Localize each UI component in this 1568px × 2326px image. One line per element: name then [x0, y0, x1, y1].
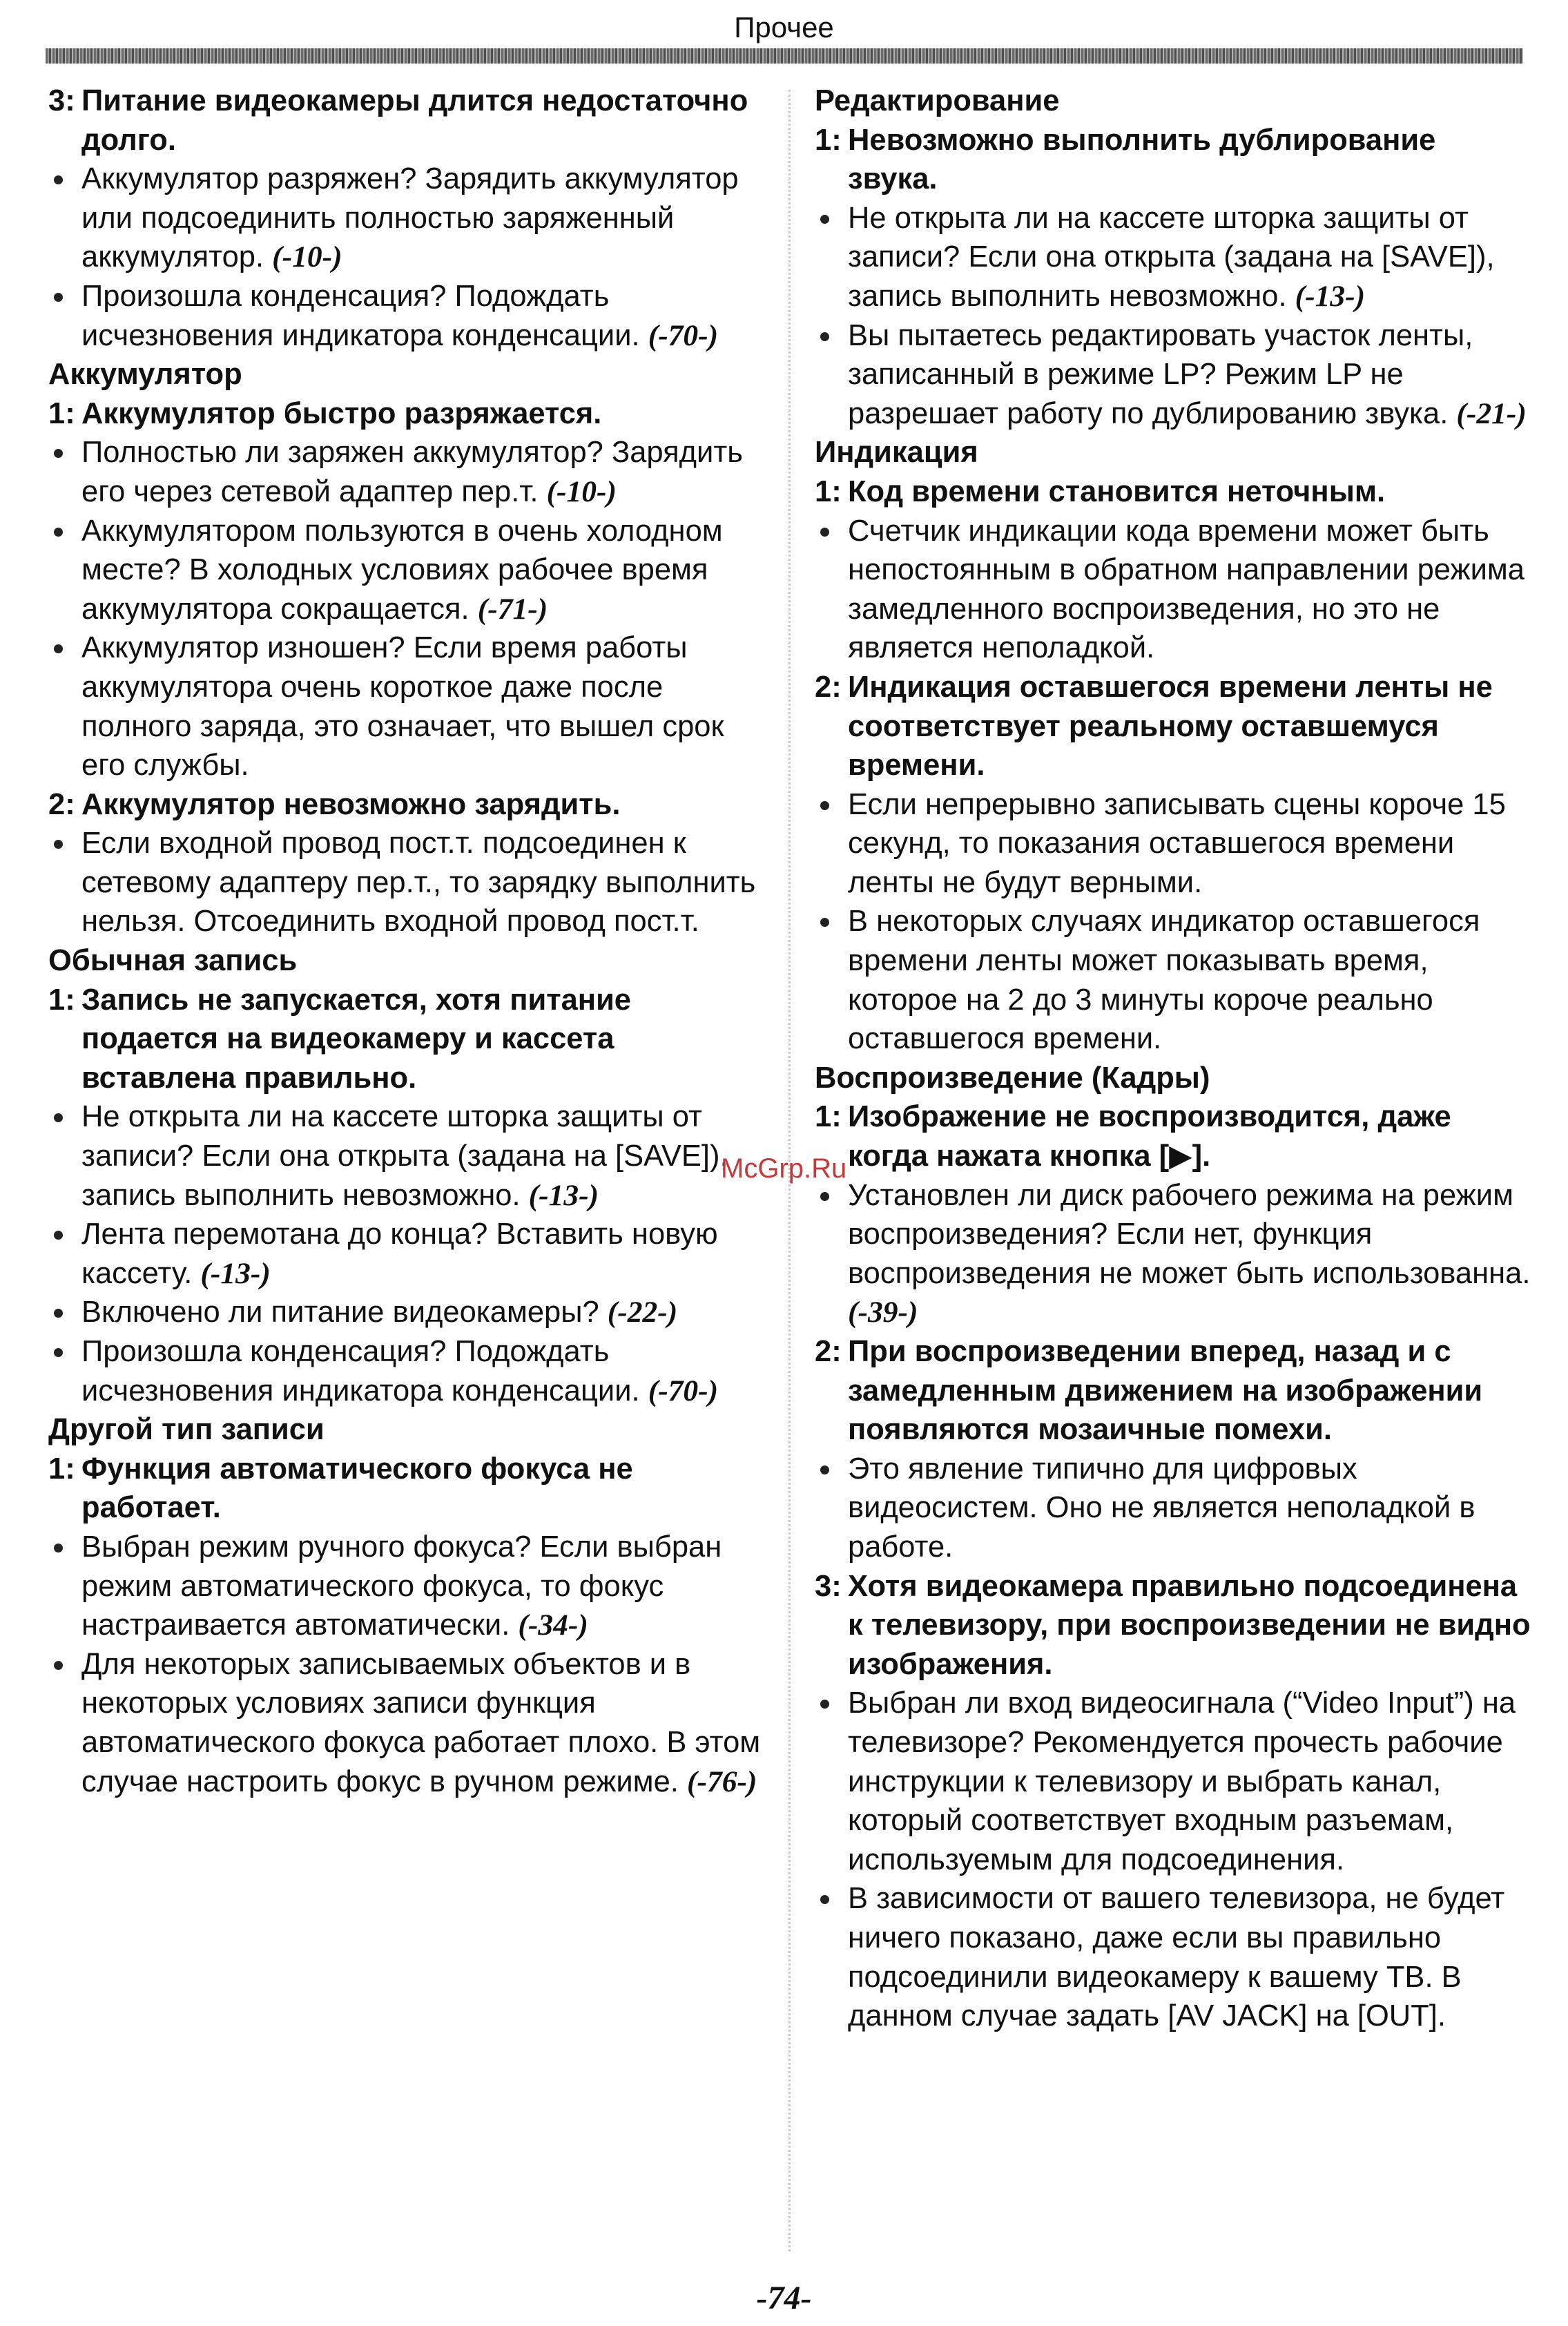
bullet-text: Не открыта ли на кассете шторка защиты от записи? Если она открыта (задана на [SAVE]), запись выполнить невозможно. [81, 1100, 728, 1212]
section-title: Обычная запись [48, 944, 298, 978]
bullet-item [48, 628, 766, 785]
problem-number: 3: [815, 1569, 842, 1603]
problem-number: 2: [48, 787, 75, 821]
page-reference: (-34-) [518, 1608, 588, 1642]
problem-text: При воспроизведении вперед, назад и с замедленным движением на изображении появляются мозаичные помехи. [848, 1335, 1483, 1447]
problem-number: 1: [815, 474, 842, 508]
problem-text: Невозможно выполнить дублирование звука. [848, 123, 1436, 196]
problem-heading [48, 785, 766, 825]
bullet-item [48, 512, 766, 629]
bullet-text: Произошла конденсация? Подождать исчезновения индикатора конденсации. [81, 1335, 640, 1407]
page-reference: (-70-) [648, 1374, 719, 1407]
problem-number: 1: [48, 396, 75, 430]
section-title: Редактирование [815, 84, 1060, 117]
page-reference: (-39-) [848, 1296, 918, 1329]
problem-heading [815, 121, 1533, 199]
problem-text: Аккумулятор невозможно зарядить. [81, 787, 621, 821]
section-title: Другой тип записи [48, 1413, 325, 1447]
problem-text: Аккумулятор быстро разряжается. [81, 396, 602, 430]
problem-heading [815, 1567, 1533, 1684]
bullet-item [815, 902, 1533, 1058]
bullet-text: Если входной провод пост.т. подсоединен к сетевому адаптеру пер.т., то зарядку выполнить нельзя. Отсоединить входной провод пост.т. [81, 827, 756, 939]
page-header-title: Прочее [734, 11, 834, 44]
bullet-text: Счетчик индикации кода времени может быть непостоянным в обратном направлении режима замедленного воспроизведения, но это не является неполадкой. [848, 514, 1525, 665]
bullet-item [48, 1528, 766, 1645]
page-reference: (-10-) [272, 240, 342, 274]
problem-text: Код времени становится неточным. [848, 474, 1386, 508]
problem-number: 2: [815, 670, 842, 704]
problem-number: 1: [48, 983, 75, 1017]
section-title: Индикация [815, 436, 978, 470]
page-reference: (-70-) [648, 318, 719, 352]
bullet-item [815, 1176, 1533, 1332]
problem-text: Питание видеокамеры длится недостаточно долго. [81, 84, 748, 157]
bullet-item [48, 1097, 766, 1215]
bullet-text: Это явление типично для цифровых видеосистем. Оно не является неполадкой в работе. [848, 1452, 1475, 1564]
bullet-text: Аккумулятор изношен? Если время работы аккумулятора очень короткое даже после полного заряда, это означает, что вышел срок его службы. [81, 631, 724, 782]
problem-text: Индикация оставшегося времени ленты не соответствует реальному оставшемуся времени. [848, 670, 1493, 782]
bullet-item [48, 433, 766, 511]
bullet-text: Для некоторых записываемых объектов и в некоторых условиях записи функция автоматического фокуса работает плохо. В этом случае настроить фокус в ручном режиме. [81, 1647, 761, 1798]
bullet-text: Выбран режим ручного фокуса? Если выбран режим автоматического фокуса, то фокус настраивается автоматически. [81, 1530, 722, 1642]
problem-text: Функция автоматического фокуса не работает. [81, 1452, 633, 1525]
bullet-item [48, 1645, 766, 1801]
problem-number: 2: [815, 1335, 842, 1368]
page-reference: (-10-) [546, 474, 617, 508]
bullet-text: Выбран ли вход видеосигнала (“Video Input”) на телевизоре? Рекомендуется прочесть рабочие инструкции к телевизору и выбрать канал, который соответствует входным разъемам, используемым для подсоединения. [848, 1686, 1516, 1876]
page-reference: (-13-) [200, 1256, 271, 1290]
bullet-text: Вы пытаетесь редактировать участок ленты, записанный в режиме LP? Режим LP не разрешает работу по дублированию звука. [848, 318, 1473, 430]
bullet-item [48, 1293, 766, 1332]
bullet-text: В некоторых случаях индикатор оставшегося времени ленты может показывать время, которое на 2 до 3 минуты короче реально оставшегося времени. [848, 905, 1480, 1056]
bullet-text: Произошла конденсация? Подождать исчезновения индикатора конденсации. [81, 279, 640, 352]
bullet-text: Включено ли питание видеокамеры? [81, 1296, 599, 1329]
bullet-text: Аккумулятором пользуются в очень холодном месте? В холодных условиях рабочее время аккумулятора сокращается. [81, 514, 723, 626]
page-reference: (-71-) [477, 592, 548, 626]
problem-text: Запись не запускается, хотя питание подается на видеокамеру и кассета вставлена правильно. [81, 983, 631, 1095]
bullet-item [815, 1684, 1533, 1879]
right-column [815, 81, 1533, 2036]
page-reference: (-22-) [607, 1296, 678, 1329]
section-title: Аккумулятор [48, 358, 242, 392]
header-divider-band [46, 48, 1523, 64]
bullet-item [48, 277, 766, 355]
problem-number: 1: [48, 1452, 75, 1486]
page-reference: (-13-) [1295, 279, 1366, 313]
page-reference: (-21-) [1456, 396, 1527, 430]
problem-text: Изображение не воспроизводится, даже когда нажата кнопка [▶]. [848, 1100, 1451, 1173]
bullet-item [815, 1450, 1533, 1567]
bullet-item [48, 1215, 766, 1293]
bullet-item [815, 785, 1533, 903]
bullet-item [48, 824, 766, 941]
page-reference: (-76-) [686, 1765, 757, 1798]
bullet-item [815, 199, 1533, 316]
bullet-item [815, 316, 1533, 434]
bullet-text: Аккумулятор разряжен? Зарядить аккумулятор или подсоединить полностью заряженный аккумулятор. [81, 162, 739, 274]
problem-number: 3: [48, 84, 75, 117]
bullet-text: Полностью ли заряжен аккумулятор? Зарядить его через сетевой адаптер пер.т. [81, 436, 743, 508]
problem-heading [48, 1450, 766, 1528]
bullet-item [815, 1879, 1533, 2035]
bullet-text: Не открыта ли на кассете шторка защиты от записи? Если она открыта (задана на [SAVE]), запись выполнить невозможно. [848, 201, 1495, 313]
bullet-item [815, 512, 1533, 668]
bullet-text: Лента перемотана до конца? Вставить новую кассету. [81, 1218, 718, 1290]
page-reference: (-13-) [528, 1178, 599, 1212]
problem-heading [48, 981, 766, 1098]
watermark-text: McGrp.Ru [721, 1153, 847, 1184]
problem-heading [815, 1332, 1533, 1450]
problem-heading [48, 81, 766, 160]
bullet-text: Установлен ли диск рабочего режима на режим воспроизведения? Если нет, функция воспроизведения не может быть использованна. [848, 1178, 1531, 1290]
problem-text: Хотя видеокамера правильно подсоединена к телевизору, при воспроизведении не видно изображения. [848, 1569, 1531, 1681]
bullet-text: Если непрерывно записывать сцены короче 15 секунд, то показания оставшегося времени ленты не будут верными. [848, 787, 1506, 899]
bullet-item [48, 160, 766, 277]
problem-number: 1: [815, 123, 842, 157]
bullet-item [48, 1332, 766, 1410]
left-column [48, 81, 766, 1801]
problem-heading [815, 472, 1533, 512]
problem-heading [815, 1097, 1533, 1175]
bullet-text: В зависимости от вашего телевизора, не будет ничего показано, даже если вы правильно подсоединили видеокамеру к вашему ТВ. В данном случае задать [AV JACK] на [OUT]. [848, 1882, 1505, 2033]
problem-heading [48, 394, 766, 434]
problem-number: 1: [815, 1100, 842, 1134]
page-number: -74- [756, 2280, 812, 2316]
problem-heading [815, 668, 1533, 785]
section-title: Воспроизведение (Кадры) [815, 1061, 1210, 1095]
